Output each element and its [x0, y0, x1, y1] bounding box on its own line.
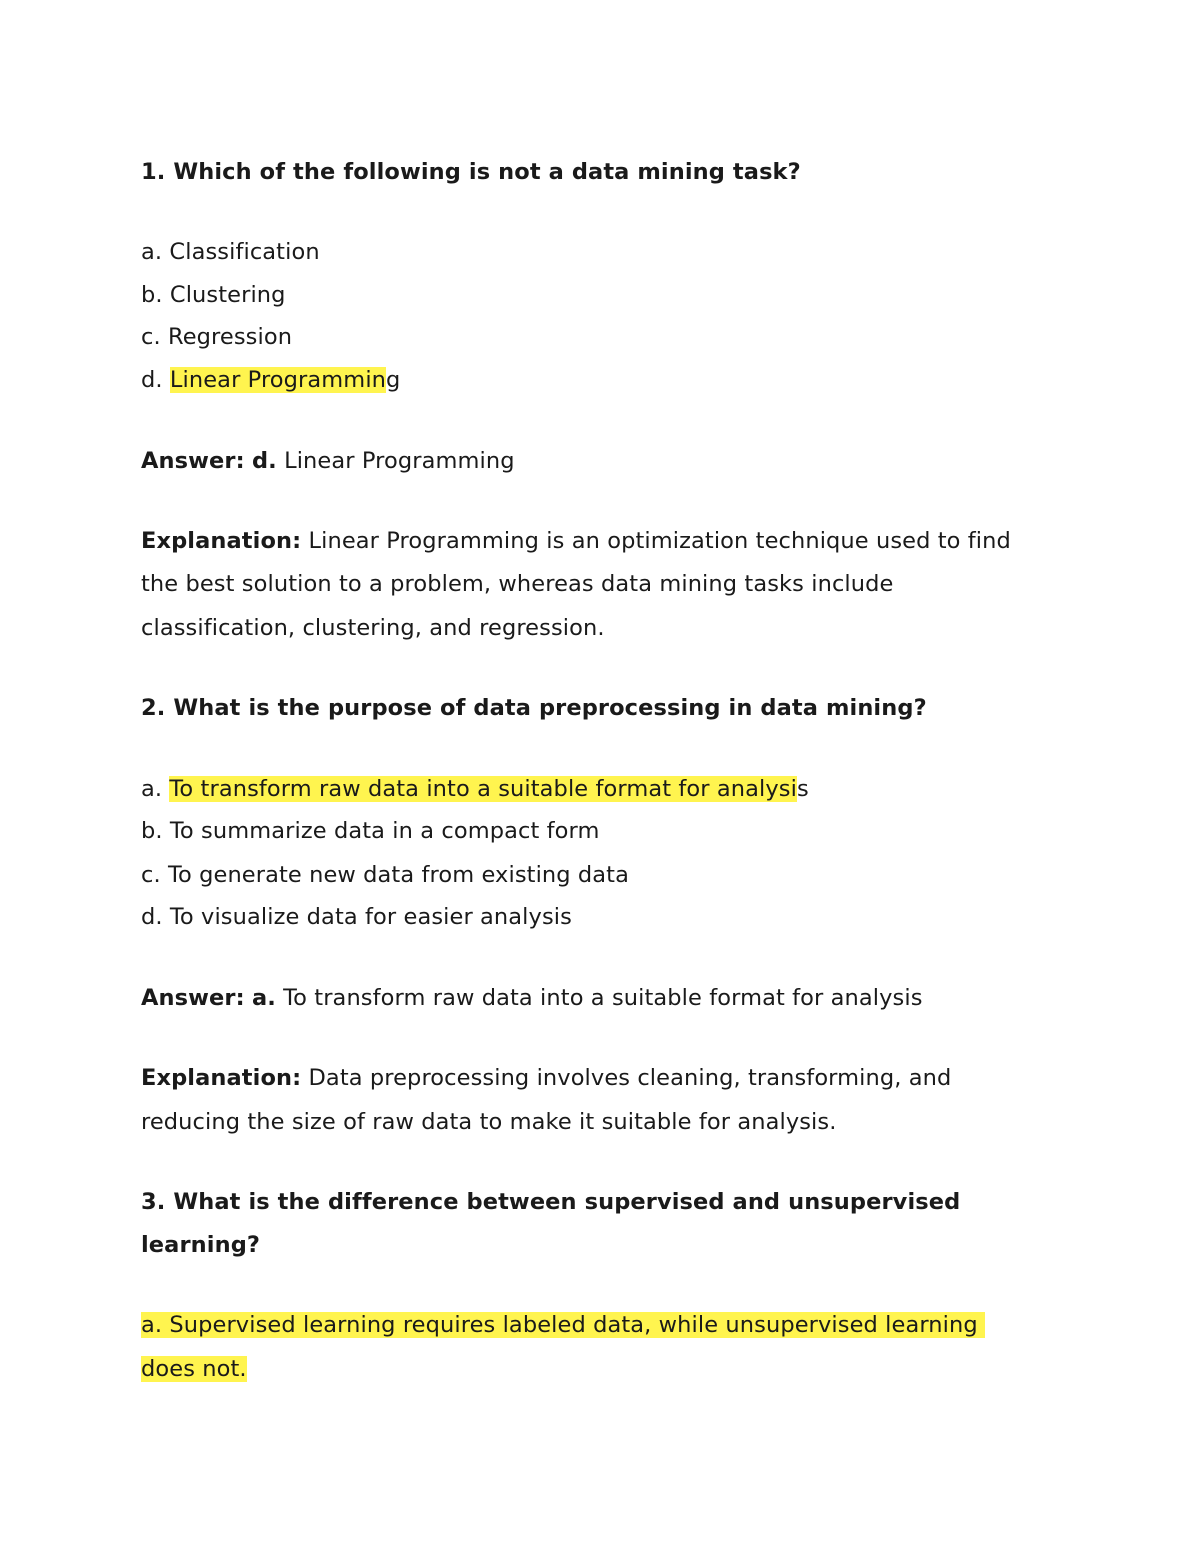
option-prefix: d. — [141, 904, 170, 930]
answer-label: Answer: — [141, 448, 245, 474]
option-text: To generate new data from existing data — [167, 862, 629, 888]
question-1-explanation-line-2: the best solution to a problem, whereas data mining tasks include — [141, 571, 894, 597]
answer-letter: d. — [251, 448, 277, 474]
option-prefix: a. — [141, 776, 170, 802]
question-2-option-d — [141, 902, 572, 932]
option-text: Classification — [169, 239, 320, 265]
question-1-answer — [141, 446, 515, 476]
question-1-option-c — [141, 322, 292, 352]
question-1-option-a — [141, 237, 320, 267]
highlighted-answer: Linear Programmin — [169, 367, 387, 393]
explanation-label: Explanation: — [141, 1065, 302, 1091]
explanation-line: Data preprocessing involves cleaning, transforming, and — [308, 1065, 952, 1091]
question-2-option-c — [141, 860, 629, 890]
option-prefix: b. — [141, 282, 170, 308]
highlighted-answer: a. Supervised learning requires labeled data, while unsupervised learning — [141, 1312, 986, 1338]
question-1-option-b — [141, 280, 286, 310]
question-2-option-a — [141, 774, 809, 804]
option-text: Regression — [167, 324, 293, 350]
option-prefix: b. — [141, 818, 170, 844]
answer-label: Answer: — [141, 985, 245, 1011]
option-prefix: c. — [141, 862, 168, 888]
question-3-option-a-line-2 — [141, 1354, 247, 1384]
option-prefix: d. — [141, 367, 170, 393]
option-text: To visualize data for easier analysis — [169, 904, 572, 930]
question-3-option-a — [141, 1310, 985, 1340]
option-prefix: a. — [141, 239, 170, 265]
highlighted-answer: does not. — [141, 1356, 247, 1382]
question-1-explanation-line-3: classification, clustering, and regression. — [141, 615, 605, 641]
explanation-line: Linear Programming is an optimization technique used to find — [308, 528, 1011, 554]
answer-letter: a. — [251, 985, 276, 1011]
question-1-option-d — [141, 365, 400, 395]
option-text: Clustering — [169, 282, 286, 308]
option-prefix: c. — [141, 324, 168, 350]
question-3-title-line-1: 3. What is the difference between supervised and unsupervised — [141, 1189, 961, 1215]
question-3-title-line-2: learning? — [141, 1232, 261, 1258]
highlighted-answer: To transform raw data into a suitable format for analysi — [169, 776, 797, 802]
question-2-explanation — [141, 1063, 951, 1093]
answer-text: Linear Programming — [284, 448, 515, 474]
explanation-label: Explanation: — [141, 528, 302, 554]
option-text: To summarize data in a compact form — [169, 818, 600, 844]
question-2-title: 2. What is the purpose of data preprocessing in data mining? — [141, 695, 927, 721]
option-text-rest: g — [386, 367, 401, 393]
option-text-rest: s — [796, 776, 809, 802]
question-2-option-b — [141, 816, 600, 846]
answer-text: To transform raw data into a suitable format for analysis — [283, 985, 923, 1011]
question-1-explanation — [141, 526, 1011, 556]
question-2-explanation-line-2: reducing the size of raw data to make it suitable for analysis. — [141, 1109, 837, 1135]
question-1-title: 1. Which of the following is not a data mining task? — [141, 159, 801, 185]
question-2-answer — [141, 983, 923, 1013]
